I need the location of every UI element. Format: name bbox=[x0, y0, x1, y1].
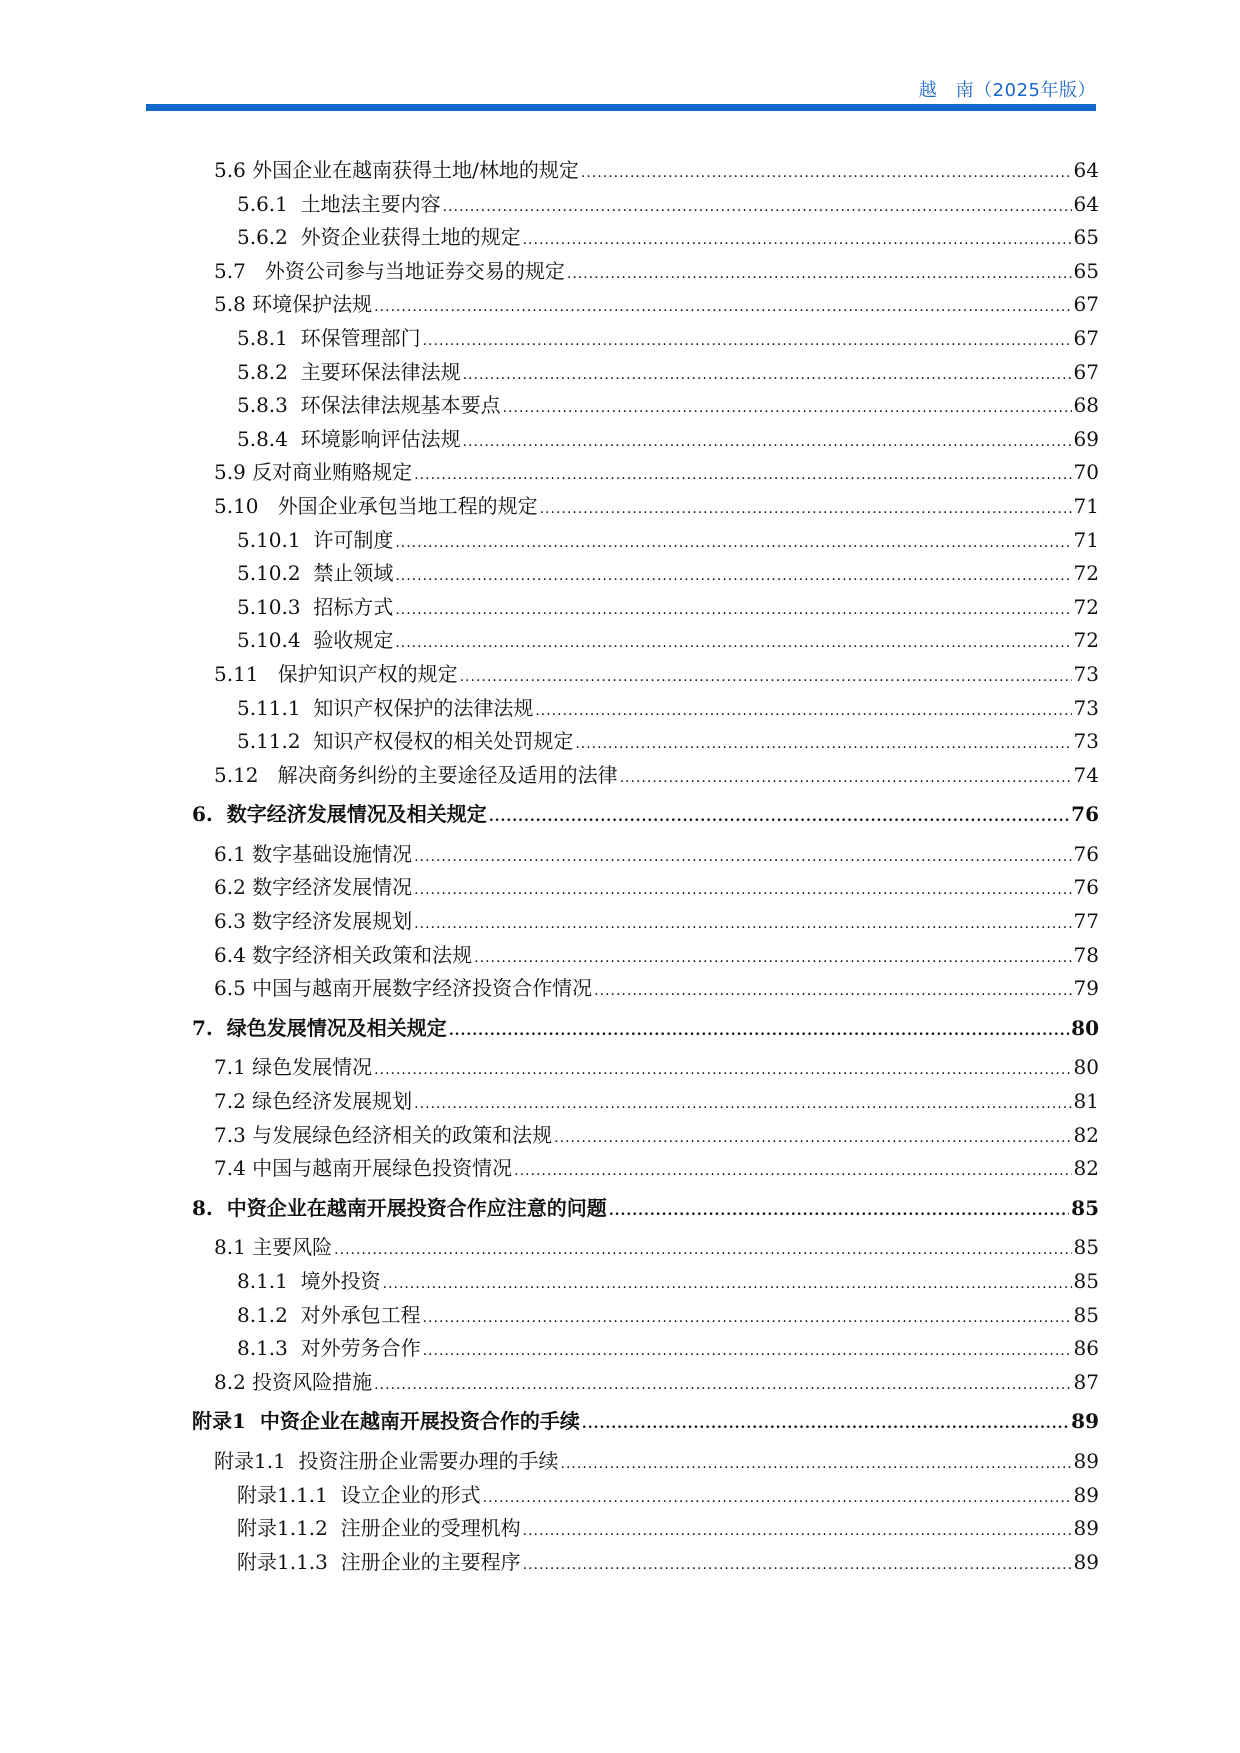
dot-leader bbox=[483, 1482, 1072, 1516]
toc-entry-page: 89 bbox=[1073, 1482, 1099, 1507]
toc-entry[interactable] bbox=[0, 1085, 1240, 1119]
toc-entry-title: 5.8.3 环保法律法规基本要点 bbox=[237, 393, 501, 418]
dot-leader bbox=[460, 661, 1072, 695]
toc-entry-page: 82 bbox=[1073, 1122, 1099, 1147]
toc-entry-title: 5.10.4 验收规定 bbox=[237, 628, 394, 653]
header-rule bbox=[146, 104, 1096, 111]
dot-leader bbox=[374, 1054, 1071, 1088]
toc-entry-page: 85 bbox=[1073, 1235, 1099, 1260]
toc-entry-page: 72 bbox=[1073, 594, 1099, 619]
toc-entry-title: 6.4 数字经济相关政策和法规 bbox=[214, 942, 473, 967]
toc-entry-title: 5.9 反对商业贿赂规定 bbox=[214, 460, 413, 485]
dot-leader bbox=[609, 1195, 1069, 1229]
toc-entry[interactable] bbox=[0, 1332, 1240, 1366]
toc-entry-page: 80 bbox=[1073, 1055, 1099, 1080]
toc-entry-page: 67 bbox=[1073, 292, 1099, 317]
toc-entry-title: 8.1 主要风险 bbox=[214, 1235, 333, 1260]
dot-leader bbox=[489, 801, 1069, 835]
toc-entry-page: 67 bbox=[1073, 325, 1099, 350]
toc-entry-page: 76 bbox=[1073, 841, 1099, 866]
dot-leader bbox=[449, 1015, 1069, 1049]
toc-entry[interactable] bbox=[0, 658, 1240, 692]
toc-entry[interactable] bbox=[0, 1479, 1240, 1513]
toc-entry-page: 85 bbox=[1071, 1195, 1099, 1220]
toc-entry-title: 附录1.1.3 注册企业的主要程序 bbox=[237, 1549, 521, 1574]
toc-entry-page: 89 bbox=[1073, 1549, 1099, 1574]
dot-leader bbox=[395, 594, 1071, 628]
dot-leader bbox=[414, 874, 1071, 908]
dot-leader bbox=[334, 1234, 1071, 1268]
toc-entry[interactable] bbox=[0, 288, 1240, 322]
toc-entry-title: 5.6.2 外资企业获得土地的规定 bbox=[237, 225, 521, 250]
toc-entry[interactable] bbox=[0, 1119, 1240, 1153]
dot-leader bbox=[463, 426, 1072, 460]
toc-entry-title: 5.11.1 知识产权保护的法律法规 bbox=[237, 695, 534, 720]
toc-entry-page: 79 bbox=[1073, 976, 1099, 1001]
dot-leader bbox=[414, 1088, 1071, 1122]
dot-leader bbox=[503, 392, 1072, 426]
toc-entry[interactable] bbox=[0, 490, 1240, 524]
dot-leader bbox=[523, 1549, 1072, 1583]
toc-entry-title: 附录1 中资企业在越南开展投资合作的手续 bbox=[192, 1409, 580, 1434]
toc-entry-title: 8. 中资企业在越南开展投资合作应注意的问题 bbox=[192, 1195, 607, 1220]
toc-entry-page: 86 bbox=[1073, 1336, 1099, 1361]
toc-entry-title: 5.11 保护知识产权的规定 bbox=[214, 661, 458, 686]
toc-entry-page: 72 bbox=[1073, 561, 1099, 586]
toc-entry[interactable] bbox=[0, 1231, 1240, 1265]
toc-entry[interactable] bbox=[0, 972, 1240, 1006]
toc-entry-page: 73 bbox=[1073, 695, 1099, 720]
toc-entry-page: 65 bbox=[1073, 258, 1099, 283]
toc-entry-title: 7.4 中国与越南开展绿色投资情况 bbox=[214, 1156, 513, 1181]
dot-leader bbox=[374, 291, 1071, 325]
toc-entry-page: 76 bbox=[1073, 875, 1099, 900]
dot-leader bbox=[414, 908, 1071, 942]
toc-entry-title: 5.8 环境保护法规 bbox=[214, 292, 373, 317]
toc-entry[interactable] bbox=[0, 725, 1240, 759]
toc-entry[interactable] bbox=[0, 798, 1240, 832]
dot-leader bbox=[423, 1335, 1072, 1369]
toc-entry[interactable] bbox=[0, 356, 1240, 390]
toc-entry[interactable] bbox=[0, 939, 1240, 973]
dot-leader bbox=[535, 695, 1071, 729]
toc-entry-title: 6.5 中国与越南开展数字经济投资合作情况 bbox=[214, 976, 593, 1001]
toc-entry-title: 5.10 外国企业承包当地工程的规定 bbox=[214, 493, 538, 518]
toc-entry[interactable] bbox=[0, 221, 1240, 255]
toc-entry-title: 6.1 数字基础设施情况 bbox=[214, 841, 413, 866]
toc-entry-page: 87 bbox=[1073, 1369, 1099, 1394]
toc-entry-page: 71 bbox=[1073, 527, 1099, 552]
dot-leader bbox=[395, 627, 1071, 661]
toc-entry-title: 6.2 数字经济发展情况 bbox=[214, 875, 413, 900]
toc-entry-page: 81 bbox=[1073, 1089, 1099, 1114]
toc-entry[interactable] bbox=[0, 255, 1240, 289]
toc-entry[interactable] bbox=[0, 322, 1240, 356]
toc-entry[interactable] bbox=[0, 1012, 1240, 1046]
toc-entry[interactable] bbox=[0, 1405, 1240, 1439]
toc-entry-title: 8.2 投资风险措施 bbox=[214, 1369, 373, 1394]
toc-entry-title: 5.10.2 禁止领域 bbox=[237, 561, 394, 586]
toc-entry-title: 5.8.1 环保管理部门 bbox=[237, 325, 421, 350]
toc-entry-title: 7.3 与发展绿色经济相关的政策和法规 bbox=[214, 1122, 553, 1147]
toc-entry[interactable] bbox=[0, 1546, 1240, 1580]
toc-entry-title: 6.3 数字经济发展规划 bbox=[214, 909, 413, 934]
toc-entry[interactable] bbox=[0, 1152, 1240, 1186]
toc-entry-title: 5.10.3 招标方式 bbox=[237, 594, 394, 619]
toc-entry-title: 5.12 解决商务纠纷的主要途径及适用的法律 bbox=[214, 762, 618, 787]
dot-leader bbox=[414, 459, 1071, 493]
toc-entry-title: 5.10.1 许可制度 bbox=[237, 527, 394, 552]
toc-entry-page: 67 bbox=[1073, 359, 1099, 384]
toc-entry-page: 74 bbox=[1073, 762, 1099, 787]
dot-leader bbox=[395, 560, 1071, 594]
toc-entry-title: 8.1.1 境外投资 bbox=[237, 1269, 381, 1293]
toc-entry-page: 69 bbox=[1073, 426, 1099, 451]
toc-entry[interactable] bbox=[0, 154, 1240, 188]
toc-entry-title: 7.2 绿色经济发展规划 bbox=[214, 1089, 413, 1114]
table-of-contents bbox=[0, 154, 1240, 1579]
toc-entry[interactable] bbox=[0, 423, 1240, 457]
toc-entry[interactable] bbox=[0, 692, 1240, 726]
toc-entry-page: 85 bbox=[1073, 1302, 1099, 1327]
running-header: 越 南（2025年版） bbox=[918, 80, 1096, 101]
dot-leader bbox=[620, 762, 1072, 796]
toc-entry[interactable] bbox=[0, 1192, 1240, 1226]
toc-entry-page: 64 bbox=[1073, 158, 1099, 182]
toc-entry-page: 78 bbox=[1073, 942, 1099, 967]
toc-entry[interactable] bbox=[0, 1445, 1240, 1479]
dot-leader bbox=[463, 359, 1072, 393]
toc-entry[interactable] bbox=[0, 188, 1240, 222]
toc-entry[interactable] bbox=[0, 456, 1240, 490]
toc-entry-page: 77 bbox=[1073, 909, 1099, 934]
toc-entry-title: 附录1.1.1 设立企业的形式 bbox=[237, 1482, 481, 1507]
dot-leader bbox=[567, 258, 1072, 292]
dot-leader bbox=[414, 841, 1071, 875]
dot-leader bbox=[523, 224, 1072, 258]
dot-leader bbox=[523, 1515, 1072, 1549]
toc-entry-page: 72 bbox=[1073, 628, 1099, 653]
toc-entry-title: 8.1.2 对外承包工程 bbox=[237, 1302, 421, 1327]
dot-leader bbox=[581, 157, 1072, 191]
toc-entry[interactable] bbox=[0, 1051, 1240, 1085]
dot-leader bbox=[575, 728, 1071, 762]
toc-entry-title: 5.8.2 主要环保法律法规 bbox=[237, 359, 461, 384]
toc-entry-page: 89 bbox=[1073, 1516, 1099, 1541]
toc-entry-title: 7.1 绿色发展情况 bbox=[214, 1055, 373, 1080]
toc-entry[interactable] bbox=[0, 591, 1240, 625]
toc-entry-page: 64 bbox=[1073, 191, 1099, 216]
toc-entry-page: 89 bbox=[1071, 1409, 1099, 1434]
toc-entry-page: 71 bbox=[1073, 493, 1099, 518]
toc-entry-page: 73 bbox=[1073, 661, 1099, 686]
dot-leader bbox=[514, 1155, 1071, 1189]
toc-entry-title: 5.7 外资公司参与当地证券交易的规定 bbox=[214, 258, 565, 283]
toc-entry[interactable] bbox=[0, 1512, 1240, 1546]
dot-leader bbox=[540, 493, 1072, 527]
toc-entry-page: 82 bbox=[1073, 1156, 1099, 1181]
toc-entry[interactable] bbox=[0, 1366, 1240, 1400]
dot-leader bbox=[423, 325, 1072, 359]
dot-leader bbox=[561, 1448, 1072, 1482]
dot-leader bbox=[474, 942, 1071, 976]
toc-entry-page: 73 bbox=[1073, 729, 1099, 754]
toc-entry-page: 85 bbox=[1073, 1269, 1099, 1293]
toc-entry[interactable] bbox=[0, 624, 1240, 658]
toc-entry[interactable] bbox=[0, 1265, 1240, 1299]
toc-entry-title: 6. 数字经济发展情况及相关规定 bbox=[192, 802, 487, 827]
toc-entry[interactable] bbox=[0, 759, 1240, 793]
toc-entry-page: 76 bbox=[1071, 802, 1099, 827]
toc-entry-title: 5.8.4 环境影响评估法规 bbox=[237, 426, 461, 451]
dot-leader bbox=[594, 975, 1071, 1009]
dot-leader bbox=[395, 527, 1071, 561]
toc-entry-page: 89 bbox=[1073, 1448, 1099, 1473]
toc-entry-page: 65 bbox=[1073, 225, 1099, 250]
toc-entry-title: 附录1.1.2 注册企业的受理机构 bbox=[237, 1516, 521, 1541]
dot-leader bbox=[383, 1268, 1072, 1302]
toc-entry-title: 附录1.1 投资注册企业需要办理的手续 bbox=[214, 1448, 559, 1473]
dot-leader bbox=[443, 191, 1072, 225]
dot-leader bbox=[423, 1302, 1072, 1336]
toc-entry[interactable] bbox=[0, 871, 1240, 905]
toc-entry[interactable] bbox=[0, 524, 1240, 558]
toc-entry-page: 80 bbox=[1071, 1015, 1099, 1040]
toc-entry-title: 5.6.1 土地法主要内容 bbox=[237, 191, 441, 216]
toc-entry-title: 8.1.3 对外劳务合作 bbox=[237, 1336, 421, 1361]
toc-entry[interactable] bbox=[0, 838, 1240, 872]
toc-entry-title: 5.6 外国企业在越南获得土地/林地的规定 bbox=[214, 158, 579, 182]
toc-entry-title: 7. 绿色发展情况及相关规定 bbox=[192, 1015, 447, 1040]
toc-entry[interactable] bbox=[0, 389, 1240, 423]
toc-entry-page: 68 bbox=[1073, 393, 1099, 418]
dot-leader bbox=[374, 1369, 1071, 1403]
dot-leader bbox=[582, 1408, 1069, 1442]
dot-leader bbox=[554, 1122, 1071, 1156]
toc-entry-title: 5.11.2 知识产权侵权的相关处罚规定 bbox=[237, 729, 574, 754]
toc-entry[interactable] bbox=[0, 557, 1240, 591]
toc-entry[interactable] bbox=[0, 1299, 1240, 1333]
toc-entry-page: 70 bbox=[1073, 460, 1099, 485]
toc-entry[interactable] bbox=[0, 905, 1240, 939]
